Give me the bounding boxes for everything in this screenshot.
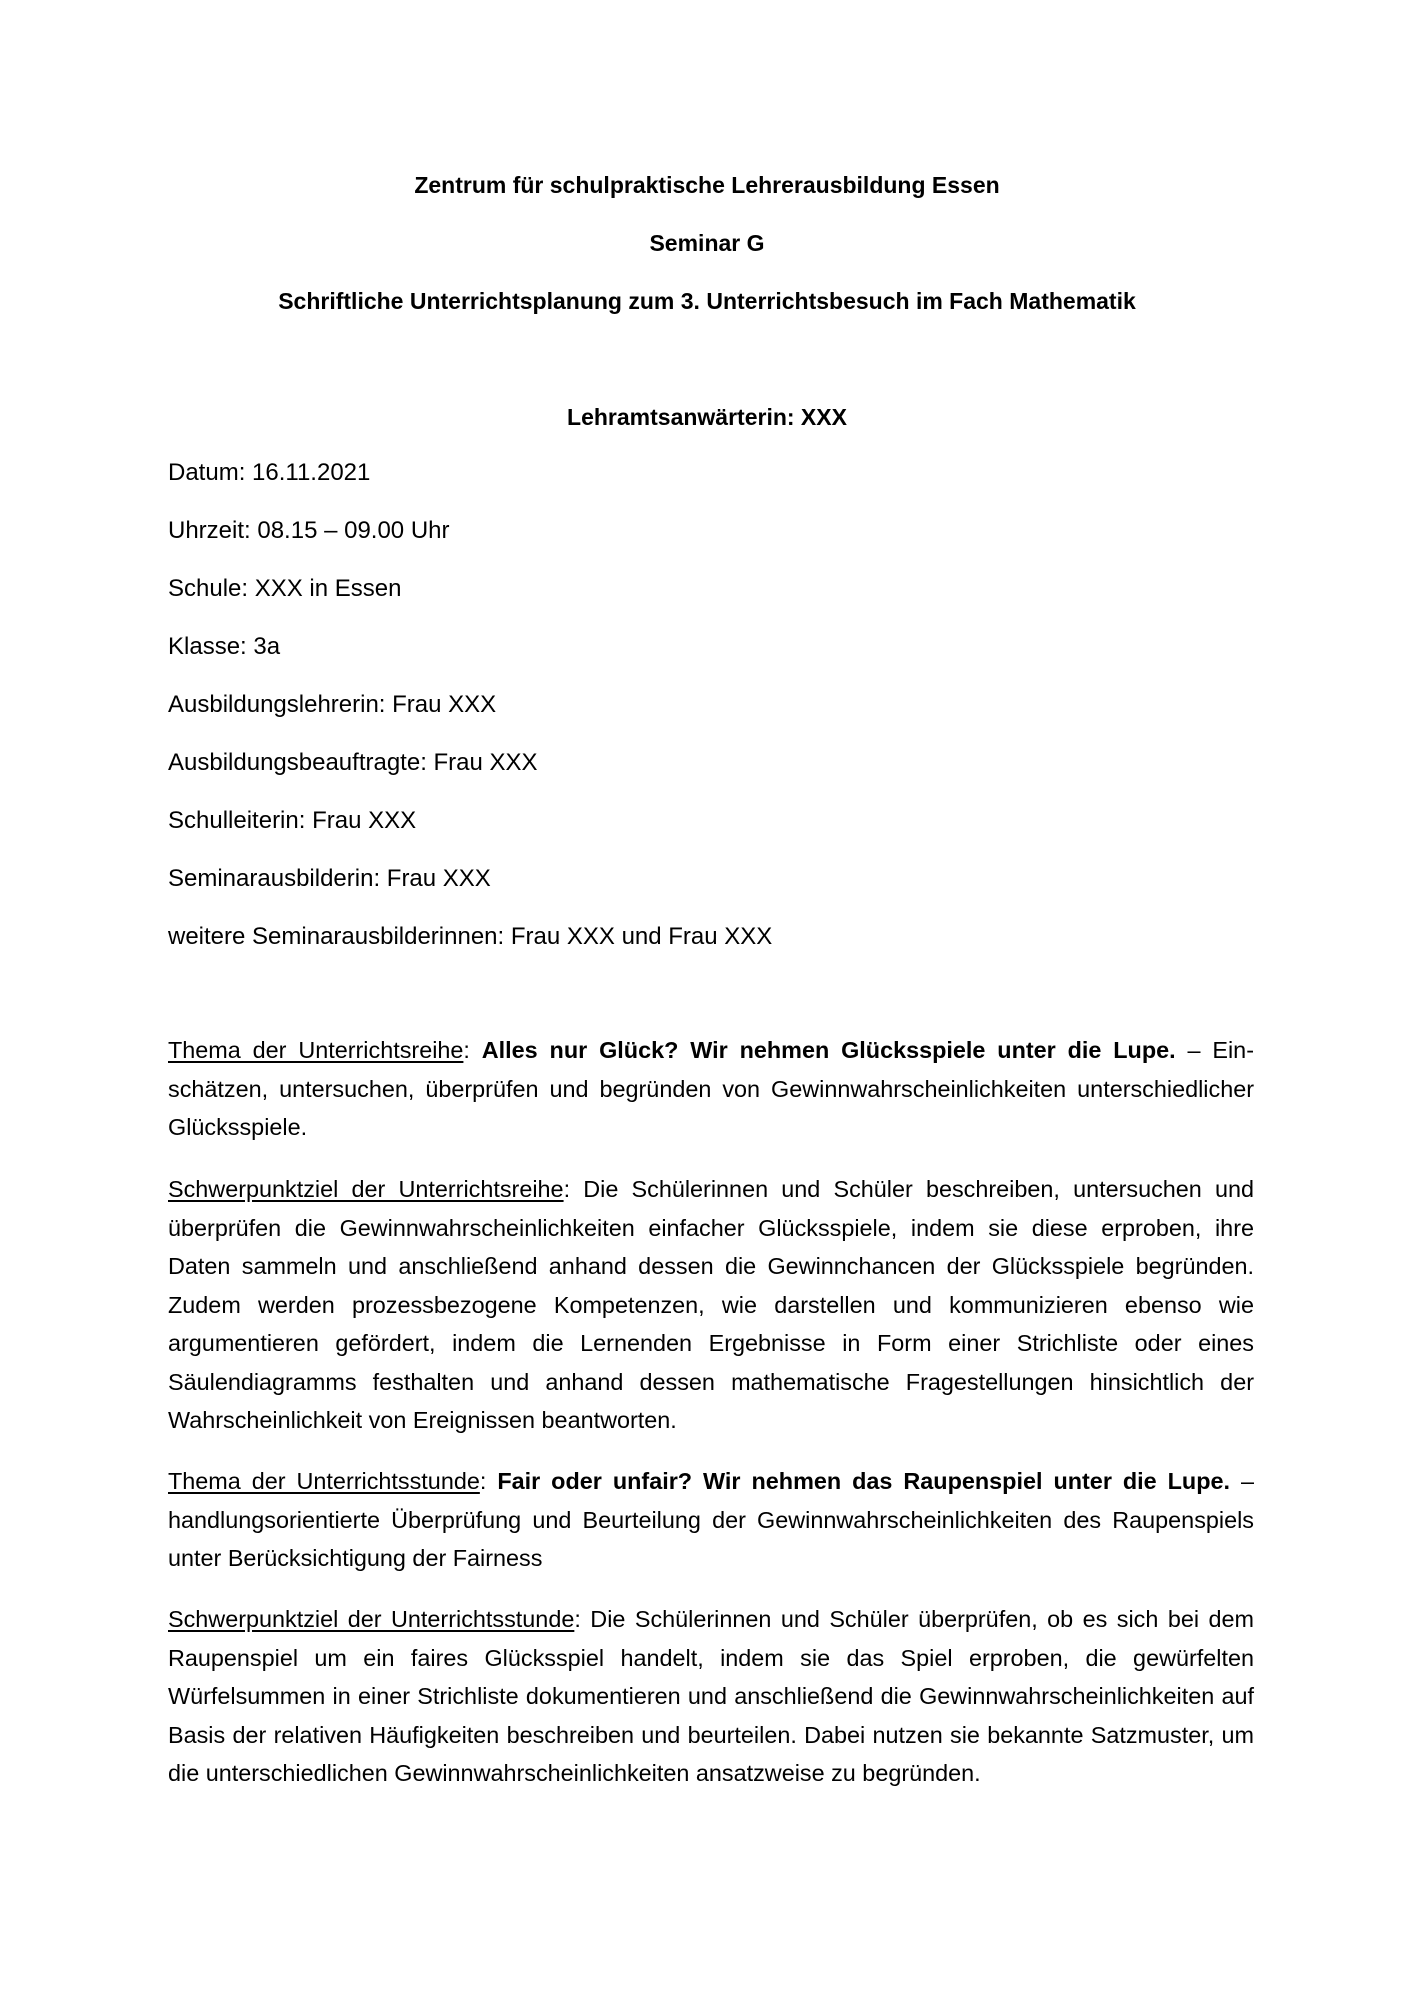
separator: : <box>463 1037 482 1063</box>
meta-schule: Schule: XXX in Essen <box>168 575 402 602</box>
unterrichtsstunde-thema-text: – handlungsorientierte Überprüfung und Beurteilung der Gewinnwahrscheinlichkeiten des Raupenspiels unter Berücksichtigung der Fairness <box>168 1468 1254 1571</box>
meta-schulleiterin: Schulleiterin: Frau XXX <box>168 807 417 834</box>
separator: : <box>563 1176 584 1202</box>
unterrichtsstunde-thema-label: Thema der Unterrichtsstunde <box>168 1468 480 1494</box>
unterrichtsstunde-ziel-text: Die Schülerinnen und Schüler überprüfen, ob es sich bei dem Raupenspiel um ein faires Glücksspiel handelt, indem sie das Spiel erproben, die gewürfelten Würfelsummen in einer Strichliste dokumentieren und anschließend die Gewinnwahrscheinlichkeiten auf Basis der relativen Häufigkeiten beschreiben und beurteilen. Dabei nutzen sie bekannte Satzmuster, um die unterschiedlichen Gewinnwahrscheinlichkeiten ansatzweise zu begründen. <box>168 1606 1254 1786</box>
unterrichtsstunde-titel: Fair oder unfair? Wir nehmen das Raupenspiel unter die Lupe. <box>497 1468 1231 1494</box>
unterrichtsstunde-ziel-label: Schwerpunktziel der Unterrichtsstunde <box>168 1606 575 1632</box>
unterrichtsreihe-schwerpunktziel <box>168 1170 1254 1440</box>
document-subtitle: Schriftliche Unterrichtsplanung zum 3. Unterrichtsbesuch im Fach Mathematik <box>278 288 1136 314</box>
unterrichtsstunde-thema <box>168 1462 1254 1578</box>
meta-datum: Datum: 16.11.2021 <box>168 459 371 486</box>
separator: : <box>479 1468 498 1494</box>
institution-heading: Zentrum für schulpraktische Lehrerausbildung Essen <box>414 172 1000 198</box>
meta-seminarausbilderin: Seminarausbilderin: Frau XXX <box>168 865 491 892</box>
meta-uhrzeit: Uhrzeit: 08.15 – 09.00 Uhr <box>168 517 450 544</box>
candidate-heading: Lehramtsanwärterin: XXX <box>567 404 847 430</box>
separator: : <box>574 1606 591 1632</box>
meta-weitere-seminarausbilderinnen: weitere Seminarausbilderinnen: Frau XXX und Frau XXX <box>168 923 773 950</box>
unterrichtsreihe-ziel-label: Schwerpunktziel der Unterrichtsreihe <box>168 1176 564 1202</box>
unterrichtsreihe-ziel-text: Die Schülerinnen und Schüler beschreiben, untersuchen und überprüfen die Gewinnwahrscheinlichkeiten einfacher Glücksspiele, indem sie diese erproben, ihre Daten sammeln und anschließend anhand dessen die Gewinnchancen der Glücksspiele begründen. Zudem werden prozessbezogene Kompetenzen, wie darstellen und kommunizieren ebenso wie argumentieren gefördert, indem die Lernenden Ergebnisse in Form einer Strichliste oder eines Säulendiagramms festhalten und anhand dessen mathematische Fragestellungen hinsichtlich der Wahrscheinlichkeit von Ereignissen beantworten. <box>168 1176 1255 1433</box>
unterrichtsstunde-schwerpunktziel <box>168 1600 1254 1793</box>
meta-ausbildungsbeauftragte: Ausbildungsbeauftragte: Frau XXX <box>168 749 538 776</box>
unterrichtsreihe-thema-label: Thema der Unterrichtsreihe <box>168 1037 464 1063</box>
unterrichtsreihe-thema-text: – Einschätzen, untersuchen, überprüfen und begründen von Gewinnwahrscheinlichkeiten unterschiedlicher Glücksspiele. <box>168 1037 1254 1140</box>
meta-klasse: Klasse: 3a <box>168 633 281 660</box>
meta-ausbildungslehrerin: Ausbildungslehrerin: Frau XXX <box>168 691 497 718</box>
unterrichtsreihe-titel: Alles nur Glück? Wir nehmen Glücksspiele unter die Lupe. <box>481 1037 1176 1063</box>
unterrichtsreihe-thema <box>168 1031 1254 1147</box>
seminar-heading: Seminar G <box>649 230 765 256</box>
